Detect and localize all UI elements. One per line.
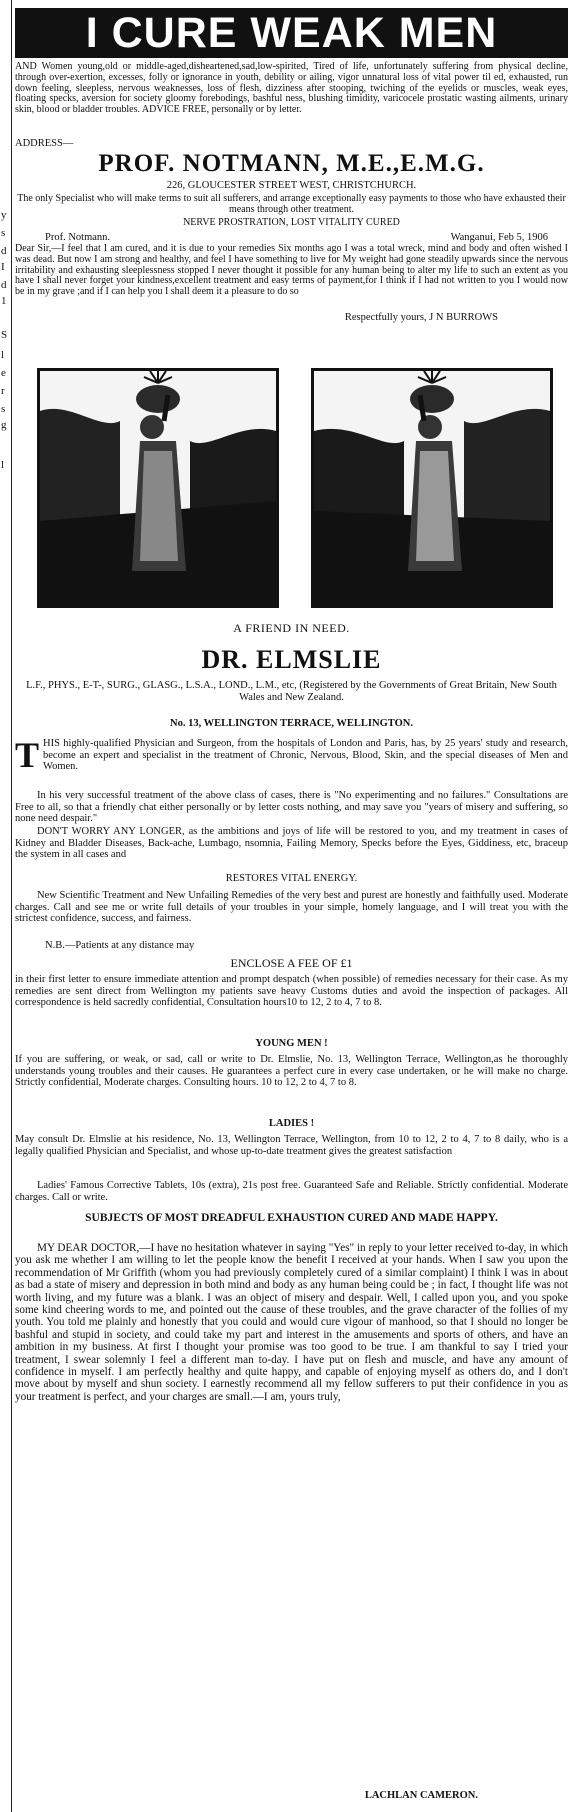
letter-body: Dear Sir,—I feel that I am cured, and it is due to your remedies Six months ago I was a total wreck, mind and body and often wished I was dead. But now I am strong and healthy, and feel I have something to live for My weight had gone steadily upwards since the nervous irritability and exhausting sleeplessness stopped I never thought it possible for any human being to alter my life to such an extent as you have I shall never forget your kindness,excellent treatment and easy terms of payment,for I think if I had not written to you I would now be in my grave ;and if I can help you I shall deem it a pleasure to do so <box>15 243 568 298</box>
illustration-caption: A FRIEND IN NEED. <box>233 621 350 635</box>
address-label: ADDRESS— <box>15 138 74 149</box>
qualifications: L.F., PHYS., E-T-, SURG., GLASG., L.S.A., LOND., L.M., etc, (Registered by the Governments of Great Britain, New South Wales and New Zealand. <box>26 680 557 703</box>
margin-letter: e <box>1 367 6 379</box>
highly-qualified-paragraph <box>15 735 568 775</box>
woman-carrying-vessel-illustration <box>40 371 276 605</box>
margin-letter: g <box>1 419 7 431</box>
headline-banner: I CURE WEAK MEN <box>15 8 568 58</box>
illustration-right <box>311 368 553 608</box>
margin-letter: s <box>1 403 6 415</box>
signature: LACHLAN CAMERON. <box>364 1790 478 1801</box>
elmslie-address: No. 13, WELLINGTON TERRACE, WELLINGTON. <box>170 718 413 729</box>
margin-letter: d <box>1 245 7 257</box>
margin-letter: S <box>1 329 8 341</box>
first-letter-paragraph: in their first letter to ensure immediate attention and prompt despatch (when possible) of remedies necessary for their case. As my remedies are sent direct from Wellington my patients save heavy Customs duties and avoid the inspection of packages. All correspondence is held sacredly confidential, Consultation hours10 to 12, 2 to 4, 7 to 8. <box>15 974 568 1008</box>
subjects-heading: SUBJECTS OF MOST DREADFUL EXHAUSTION CURED AND MADE HAPPY. <box>85 1212 498 1224</box>
margin-letter: s <box>1 227 6 239</box>
elmslie-name: DR. ELMSLIE <box>201 645 382 674</box>
intro-paragraph: AND Women young,old or middle-aged,disheartened,sad,low-spirited, Tired of life, unfortunately suffering from physical decline, through over-exertion, excesses, folly or ignorance in youth, debility or ailing, vigor unnatural loss of vital power til ed, exhausted, run down feeling, sleepless, nervous weaknesses, loss of flesh, dizziness after stooping, twiching of the eyelids or muscles, weak eyes, floating specks, aversion for society gloomy forebodings, bashful ness, blushing timidity, varicocele prostatic wasting ailments, urinary skin, blood or bladder troubles. ADVICE FREE, personally or by letter. <box>15 61 568 116</box>
adjacent-column-margin <box>0 0 11 1812</box>
margin-letter: r <box>1 385 5 397</box>
young-men-heading: YOUNG MEN ! <box>255 1038 328 1049</box>
margin-letter: l <box>1 459 5 471</box>
letter-salutation: Prof. Notmann. <box>45 232 111 243</box>
ladies-paragraph: May consult Dr. Elmslie at his residence, No. 13, Wellington Terrace, Wellington, from 10 to 12, 2 to 4, 7 to 8 daily, who is a legally qualified Physician and Specialist, and whose up-to-date treatment gives the greatest satisfaction <box>15 1134 568 1157</box>
enclose-fee-heading: ENCLOSE A FEE OF £1 <box>230 956 353 970</box>
young-men-paragraph: If you are suffering, or weak, or sad, call or write to Dr. Elmslie, No. 13, Wellington Terrace, Wellington,as he thoroughly understands young troubles and their causes. He guarantees a perfect cure in every case undertaken, or he will make no charge. Strictly confidential, Moderate charges. Consulting hours. 10 to 12, 2 to 4, 7 to 8. <box>15 1054 568 1088</box>
margin-letter: I <box>1 261 5 273</box>
nb-patients: N.B.—Patients at any distance may <box>45 940 195 951</box>
notmann-address: 226, GLOUCESTER STREET WEST, CHRISTCHURCH. <box>166 180 417 191</box>
illustration-left <box>37 368 279 608</box>
margin-letter: d <box>1 279 7 291</box>
margin-letter: 1 <box>1 295 7 307</box>
woman-carrying-vessel-illustration <box>314 371 550 605</box>
successful-treatment-paragraph: In his very successful treatment of the above class of cases, there is "No experimenting and no failures." Consultations are Free to all, so that a friendly chat either personally or by letter costs nothing, and may save you "years of misery and suffering, so none need despair." <box>15 790 568 824</box>
drop-cap: T <box>15 735 40 775</box>
notmann-name: PROF. NOTMANN, M.E.,E.M.G. <box>98 150 485 177</box>
column-rule <box>11 0 12 1812</box>
ladies-heading: LADIES ! <box>268 1118 315 1129</box>
dont-worry-paragraph: DON'T WORRY ANY LONGER, as the ambitions and joys of life will be restored to you, and my treatment in cases of Kidney and Bladder Diseases, Back-ache, Lumbago, nsomnia, Failing Memory, Specks before the Eyes, Giddiness, etc, braceup the system in all cases and <box>15 826 568 860</box>
testimonial-paragraph: MY DEAR DOCTOR,—I have no hesitation whatever in saying "Yes" in reply to your letter received to-day, in which you ask me whether I am willing to let the people know the benefit I received at your hands. When I saw you upon the recommendation of Mr Griffith (whom you had previously completely cured of a similar complaint) I think I was in about as bad a state of misery and depression in both mind and body as any human being could be ; in fact, I thought life was not worth living, and my future was a blank. I was an object of misery and despair. Well, I called upon you, and you spoke some kind cheering words to me, and pointed out the cause of these troubles, and the grave character of the follies of my youth. You told me plainly and honestly that you could and would cure vigour of manhood, so that I should no longer be bashful and stupid in society, and could take my part and interest in the amusements and sports of others, and have an ambition in my business. At first I thought your promise was too good to be true. I am thankful to say I tried your treatment, I swear solemnly I feel a different man to-day. I have put on flesh and muscle, and have any amount of confidence in myself. I am perfectly healthy and quite happy, and capable of enjoying myself as others do, and I don't move about by myself and shun society. I earnestly recommend all my fellow sufferers to put their confidence in you as your treatment is perfect, and your charges are small.—I am, yours truly, <box>15 1242 568 1403</box>
nerve-heading: NERVE PROSTRATION, LOST VITALITY CURED <box>183 217 400 228</box>
advertisement-column <box>15 0 568 1812</box>
highly-qualified-text: HIS highly-qualified Physician and Surgeon, from the hospitals of London and Paris, has, by 25 years' study and research, become an expert and specialist in the treatment of Chronic, Nervous, Blood, Skin, and the special diseases of Men and Women. <box>43 738 568 772</box>
letter-place-date: Wanganui, Feb 5, 1906 <box>450 232 548 243</box>
new-scientific-paragraph: New Scientific Treatment and New Unfailing Remedies of the very best and purest are honestly and faithfully used. Moderate charges. Call and see me or write full details of your troubles in your simple, homely language, and I will treat you with the strictest confidence, success, and fairness. <box>15 890 568 924</box>
restores-heading: RESTORES VITAL ENERGY. <box>225 873 358 884</box>
margin-letter: l <box>1 349 5 361</box>
tablets-paragraph: Ladies' Famous Corrective Tablets, 10s (extra), 21s post free. Guaranteed Safe and Reliable. Strictly confidential. Moderate charges. Call or write. <box>15 1180 568 1203</box>
letter-signoff: Respectfully yours, J N BURROWS <box>344 312 498 323</box>
margin-letter: y <box>1 209 7 221</box>
specialist-note: The only Specialist who will make terms to suit all sufferers, and arrange exceptionally easy payments to those who have exhausted their means through other treatment. <box>17 193 566 215</box>
